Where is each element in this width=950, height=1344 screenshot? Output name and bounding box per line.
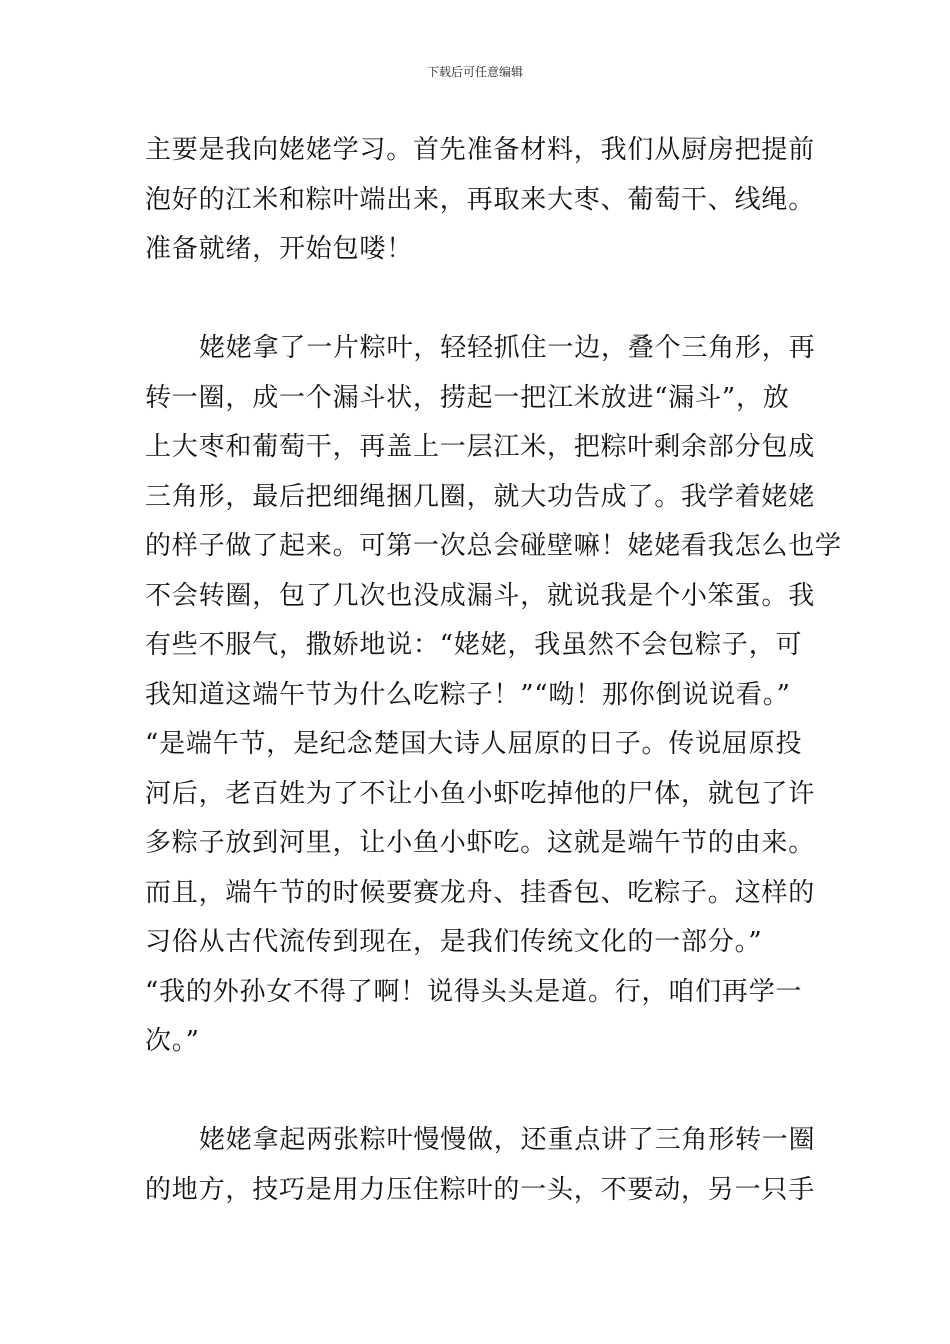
page-header: 下载后可任意编辑 — [426, 65, 523, 79]
text-line: 姥姥拿了一片粽叶，轻轻抓住一边，叠个三角形，再 — [199, 333, 816, 363]
paragraph-1 — [145, 126, 815, 275]
text-line: 的地方，技巧是用力压住粽叶的一头，不要动，另一只手 — [145, 1174, 816, 1205]
text-line: 姥姥拿起两张粽叶慢慢做，还重点讲了三角形转一圈 — [199, 1125, 816, 1155]
text-line: 而且，端午节的时候要赛龙舟、挂香包、吃粽子。这样的 — [145, 877, 816, 908]
text-line: 我知道这端午节为什么吃粽子！”“呦！那你倒说说看。” — [145, 679, 791, 710]
paragraph-gap — [145, 275, 815, 325]
text-line: 的样子做了起来。可第一次总会碰壁嘛！姥姥看我怎么也学 — [145, 531, 842, 561]
text-line: “我的外孙女不得了啊！说得头头是道。行，咱们再学一 — [145, 976, 803, 1007]
text-line: 三角形，最后把细绳捆几圈，就大功告成了。我学着姥姥 — [145, 481, 816, 512]
text-line: “是端午节，是纪念楚国大诗人屈原的日子。传说屈原投 — [145, 729, 803, 759]
paragraph-3 — [145, 1116, 815, 1215]
paragraph-gap — [145, 1067, 815, 1117]
text-line: 多粽子放到河里，让小鱼小虾吃。这就是端午节的由来。 — [145, 828, 816, 858]
text-line: 泡好的江米和粽叶端出来，再取来大枣、葡萄干、线绳。 — [145, 184, 816, 215]
text-line: 河后，老百姓为了不让小鱼小虾吃掉他的尸体，就包了许 — [145, 778, 816, 809]
text-line: 习俗从古代流传到现在，是我们传统文化的一部分。” — [145, 927, 763, 957]
text-line: 不会转圈，包了几次也没成漏斗，就说我是个小笨蛋。我 — [145, 580, 816, 611]
text-line: 主要是我向姥姥学习。首先准备材料，我们从厨房把提前 — [145, 135, 816, 165]
document-body — [145, 126, 842, 1215]
paragraph-2 — [145, 324, 842, 1067]
text-line: 次。” — [145, 1026, 200, 1056]
text-line: 上大枣和葡萄干，再盖上一层江米，把粽叶剩余部分包成 — [145, 432, 816, 462]
text-line: 转一圈，成一个漏斗状，捞起一把江米放进“漏斗”，放 — [145, 382, 790, 413]
text-line: 准备就绪，开始包喽！ — [145, 234, 414, 264]
text-line: 有些不服气，撒娇地说：“姥姥，我虽然不会包粽子，可 — [145, 630, 803, 660]
